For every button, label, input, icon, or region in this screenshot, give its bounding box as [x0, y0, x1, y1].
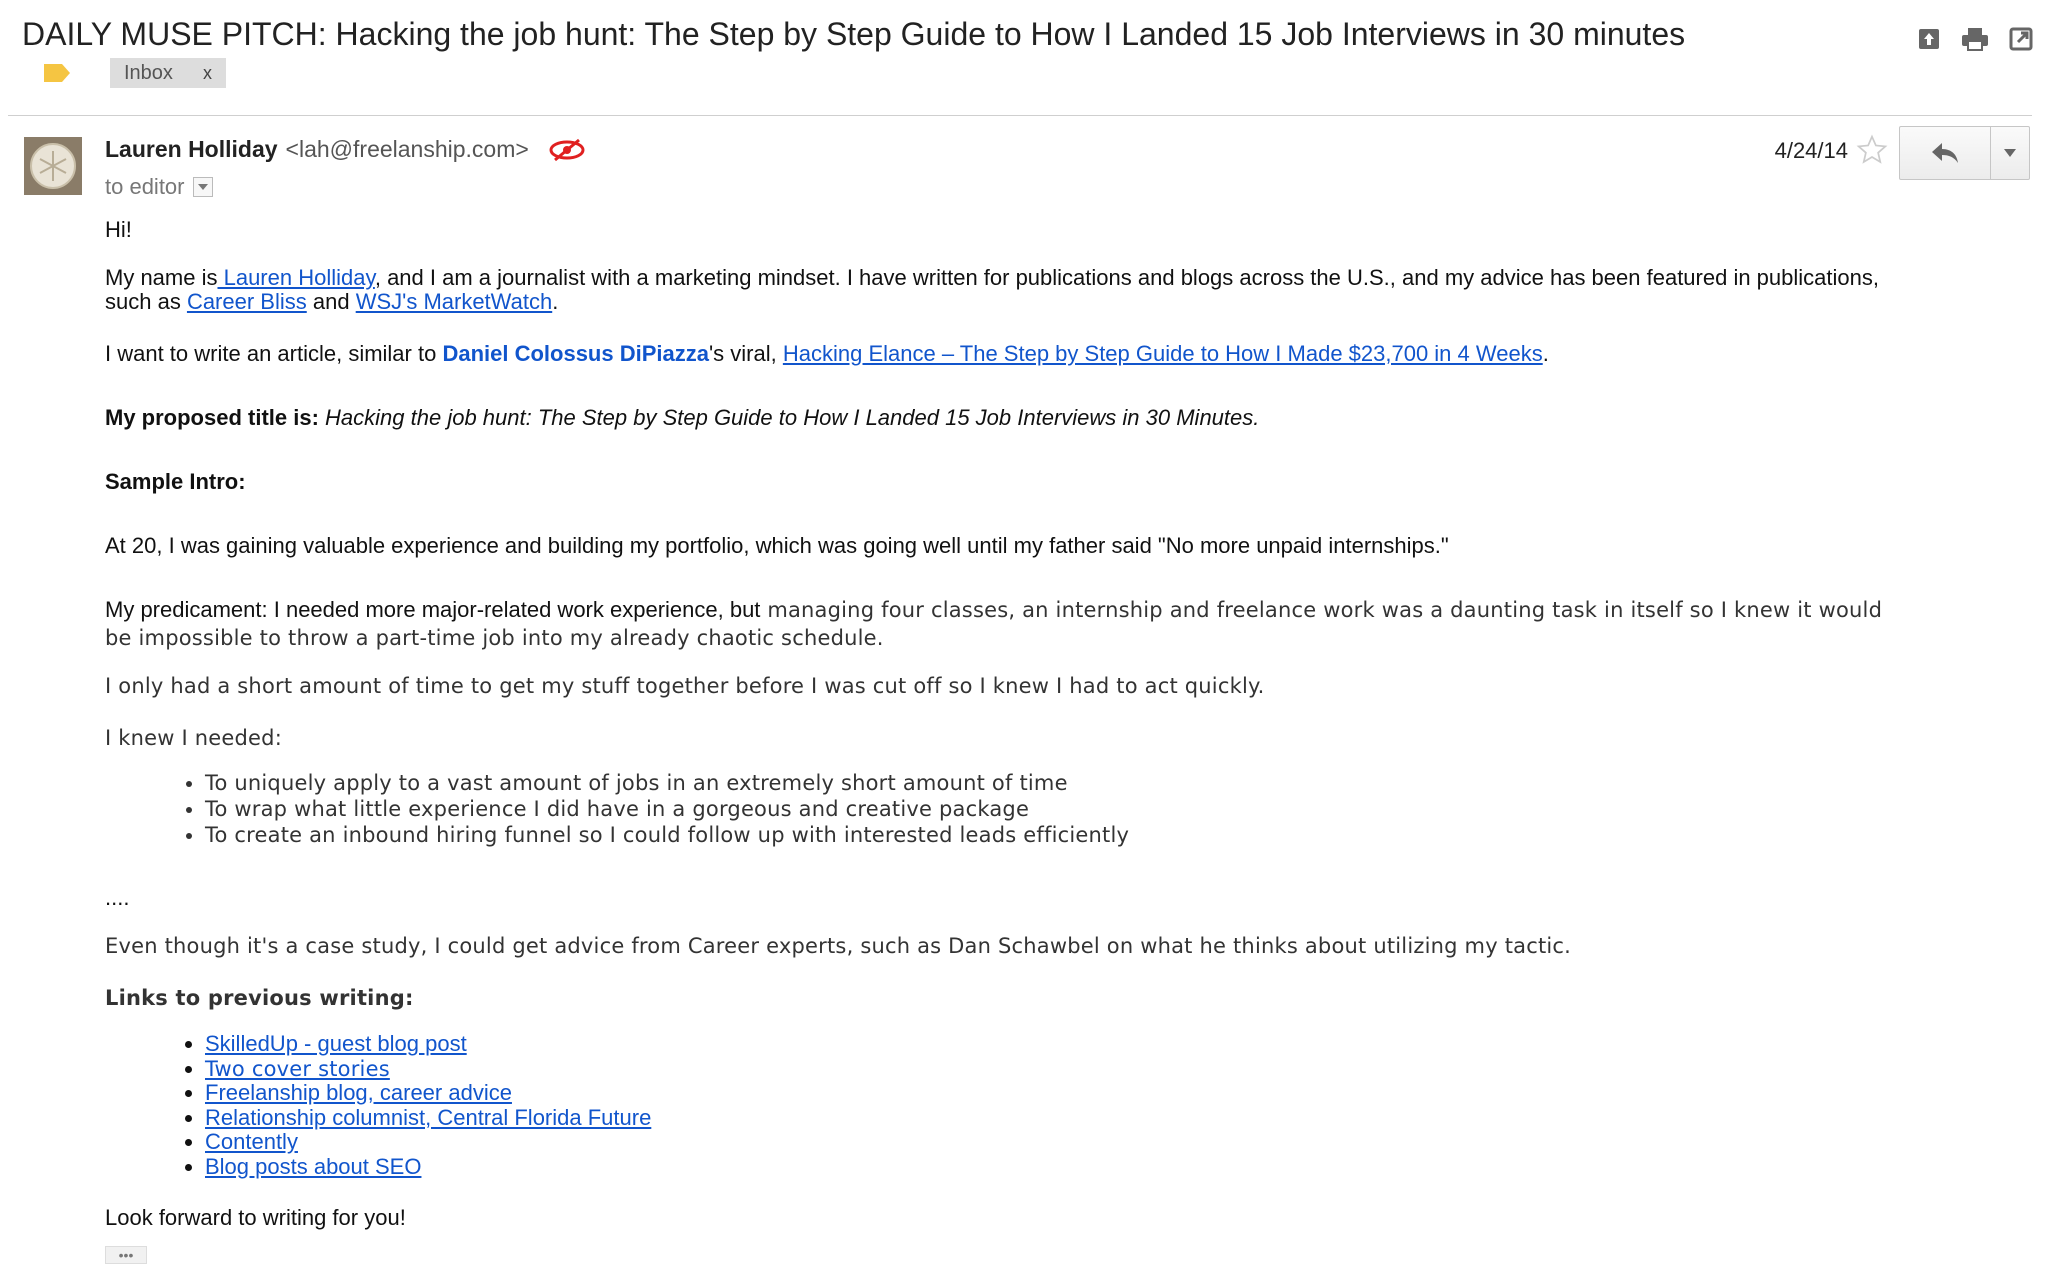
email-date: 4/24/14 [1774, 138, 1848, 163]
print-icon[interactable] [1960, 24, 1990, 54]
text-span: managing four classes, an internship and freelance work was a daunting task in itself so I knew it would [760, 598, 1883, 622]
link-daniel-dipiazza[interactable]: Daniel Colossus DiPiazza [442, 341, 709, 366]
text-span: 's viral, [708, 341, 783, 366]
text-span: . [1542, 341, 1549, 366]
header-divider [8, 115, 2032, 116]
proposed-title-label: My proposed title is: [105, 405, 319, 430]
intro-text-2-line2: be impossible to throw a part-time job into my already chaotic schedule. [105, 626, 884, 650]
reply-controls [1899, 126, 2030, 180]
list-item [205, 1106, 651, 1131]
email-subject: DAILY MUSE PITCH: Hacking the job hunt: The Step by Step Guide to How I Landed 15 Job Interviews in 30 minutes [22, 16, 1686, 52]
text-span: My predicament: I needed more major-related work experience, but [105, 597, 761, 622]
text-span: , and I am a journalist with a marketing mindset. I have written for publications and blogs across the U.S., and my advice has been featured in publications, [374, 265, 1879, 290]
ellipsis-text: .... [105, 885, 130, 910]
reply-icon [1932, 143, 1958, 163]
case-study-text: Even though it's a case study, I could get advice from Career experts, such as Dan Schawbel on what he thinks about utilizing my tactic. [105, 934, 1572, 958]
previous-writing-links [105, 1032, 651, 1179]
tracking-eye-icon[interactable] [547, 138, 587, 162]
greeting: Hi! [105, 217, 132, 242]
link-lauren-holliday[interactable]: Lauren Holliday [217, 265, 375, 290]
star-icon[interactable] [1856, 134, 1890, 168]
list-item: • To uniquely apply to a vast amount of jobs in an extremely short amount of time [205, 770, 1129, 796]
list-item: • To wrap what little experience I did have in a gorgeous and creative package [205, 796, 1129, 822]
proposed-title-text: Hacking the job hunt: The Step by Step Guide to How I Landed 15 Job Interviews in 30 Minutes. [318, 405, 1260, 430]
inbox-label-chip[interactable] [110, 58, 226, 88]
text-span: such as [105, 289, 187, 314]
proposed-title [105, 406, 1259, 430]
more-options-button[interactable] [1991, 126, 2030, 180]
intro-paragraph [105, 266, 1879, 290]
needs-list [105, 770, 1129, 848]
similar-article-paragraph [105, 342, 1549, 366]
closing-text: Look forward to writing for you! [105, 1205, 406, 1230]
intro-text-3: I only had a short amount of time to get my stuff together before I was cut off so I knew I had to act quickly. [105, 674, 1265, 698]
intro-paragraph-line2 [105, 290, 558, 314]
link-two-cover-stories[interactable]: Two cover stories [205, 1056, 390, 1081]
thread-actions [1914, 24, 2036, 54]
links-heading: Links to previous writing: [105, 986, 414, 1010]
link-wsj-marketwatch[interactable]: WSJ's MarketWatch [355, 289, 553, 314]
text-span: I want to write an article, similar to [105, 341, 443, 366]
recipient-line [105, 174, 213, 200]
link-relationship-columnist[interactable]: Relationship columnist, Central Florida Future [205, 1104, 652, 1130]
text-span: My name is [105, 265, 218, 290]
sender-line [105, 136, 587, 163]
recipient-text: to editor [105, 174, 185, 199]
new-window-icon[interactable] [2006, 24, 2036, 54]
labels-row [44, 58, 226, 88]
label-tag-icon[interactable] [44, 64, 70, 82]
sender-email: <lah@freelanship.com> [285, 136, 529, 162]
inbox-label-text: Inbox [124, 61, 173, 84]
list-item [205, 1130, 651, 1155]
sample-intro-heading: Sample Intro: [105, 469, 246, 494]
list-item [205, 1081, 651, 1106]
archive-icon[interactable] [1914, 24, 1944, 54]
details-dropdown-icon[interactable] [193, 177, 213, 197]
list-item [205, 1057, 651, 1082]
list-item [205, 1155, 651, 1180]
link-hacking-elance[interactable]: Hacking Elance – The Step by Step Guide to How I Made $23,700 in 4 Weeks [782, 341, 1543, 366]
link-contently[interactable]: Contently [205, 1129, 298, 1154]
reply-button[interactable] [1899, 126, 1991, 180]
intro-text-4: I knew I needed: [105, 726, 282, 750]
avatar[interactable] [24, 137, 82, 195]
link-seo-posts[interactable]: Blog posts about SEO [205, 1153, 422, 1179]
chevron-down-icon [2004, 149, 2016, 157]
link-freelanship-blog[interactable]: Freelanship blog, career advice [205, 1080, 512, 1105]
list-item: • To create an inbound hiring funnel so I could follow up with interested leads efficiently [205, 822, 1129, 848]
text-span: . [552, 289, 559, 314]
intro-text-1: At 20, I was gaining valuable experience and building my portfolio, which was going well until my father said "No more unpaid internships." [105, 533, 1449, 558]
link-career-bliss[interactable]: Career Bliss [186, 289, 307, 314]
list-item [205, 1032, 651, 1057]
intro-text-2 [105, 598, 1882, 622]
sender-name[interactable]: Lauren Holliday [105, 136, 278, 162]
show-trimmed-content-button[interactable]: ••• [105, 1246, 147, 1264]
text-span: and [306, 289, 356, 314]
link-skilledup[interactable]: SkilledUp - guest blog post [205, 1031, 467, 1056]
remove-label-button[interactable]: x [202, 62, 212, 83]
